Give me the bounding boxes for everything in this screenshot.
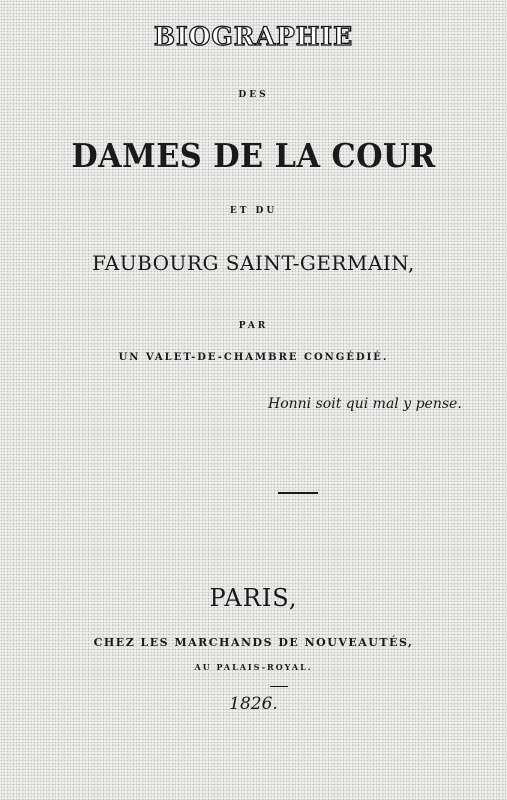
- small-divider-rule: [270, 686, 288, 687]
- author-line: UN VALET-DE-CHAMBRE CONGÉDIÉ.: [118, 352, 389, 363]
- main-title: DAMES DE LA COUR: [71, 136, 436, 175]
- publisher-line: CHEZ LES MARCHANDS DE NOUVEAUTÉS,: [93, 636, 414, 649]
- location-line: AU PALAIS-ROYAL.: [194, 662, 313, 672]
- et-du-text: ET DU: [229, 206, 278, 216]
- par-text: PAR: [238, 321, 269, 331]
- publication-year: 1826.: [229, 694, 278, 714]
- divider-rule: [278, 492, 318, 494]
- motto: Honni soit qui mal y pense.: [268, 396, 462, 412]
- book-title: BIOGRAPHIE: [153, 22, 354, 51]
- subtitle: FAUBOURG SAINT-GERMAIN,: [92, 251, 415, 275]
- city: PARIS,: [209, 584, 298, 612]
- des-text: DES: [238, 90, 269, 100]
